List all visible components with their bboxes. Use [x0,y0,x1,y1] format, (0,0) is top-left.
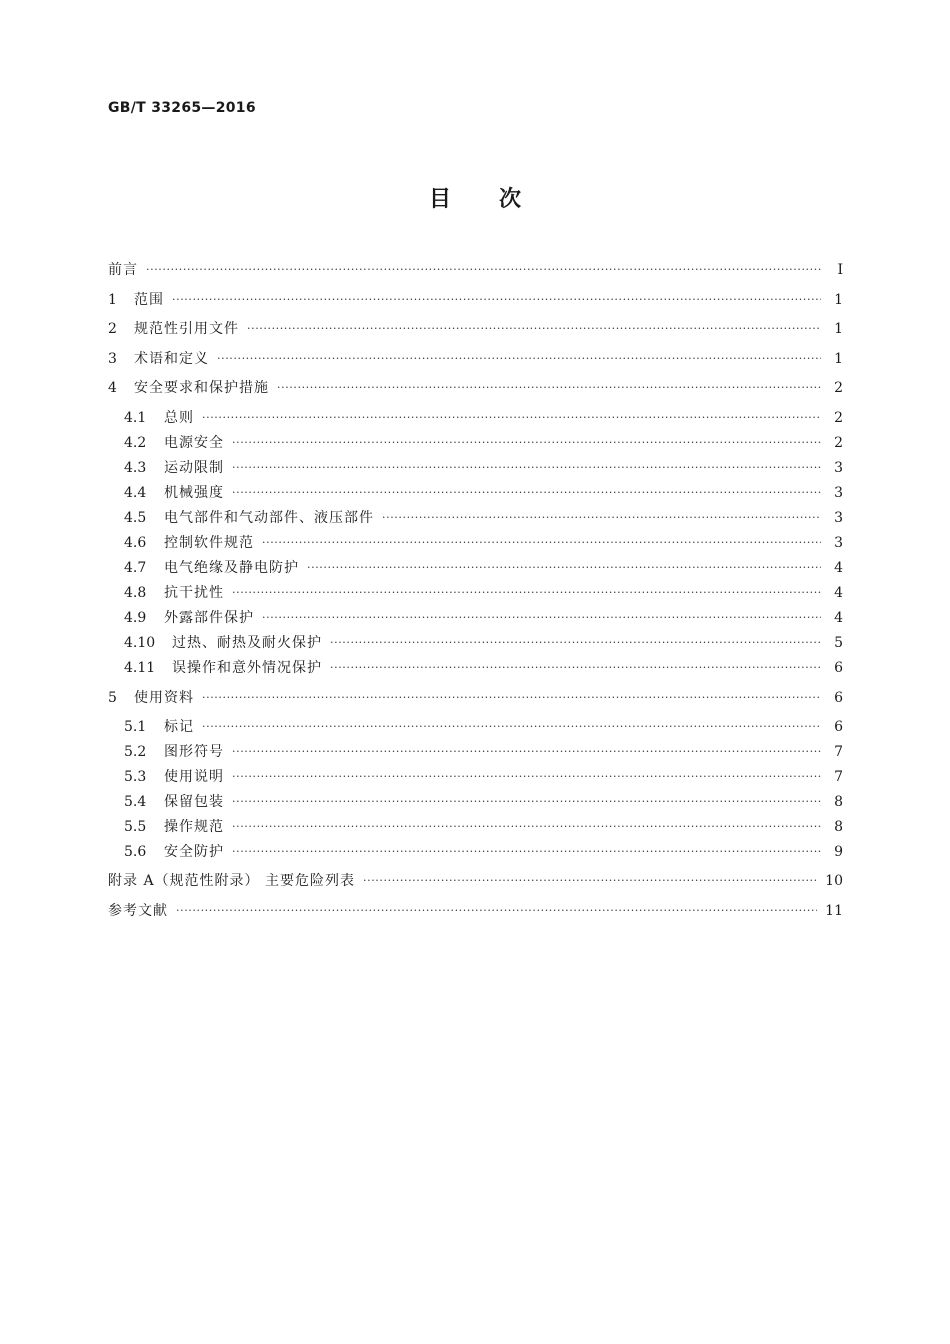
toc-entry-number: 5.2 [124,744,147,760]
toc-entry-5-3[interactable] [108,765,843,789]
toc-entry-page: 2 [834,435,843,451]
toc-entry-page: 3 [834,535,843,551]
toc-entry-page: 11 [825,903,843,919]
toc-entry-4-7[interactable] [108,556,843,580]
toc-leader-dots [330,656,821,680]
toc-entry-label: 图形符号 [164,744,224,760]
toc-entry-label: 机械强度 [164,485,224,501]
toc-entry-page: 1 [834,351,843,367]
toc-entry-page: 8 [834,819,843,835]
toc-entry-label: 电气绝缘及静电防护 [164,560,299,576]
toc-leader-dots [232,481,821,505]
toc-entry-page: 7 [834,769,843,785]
toc-entry-4-5[interactable] [108,506,843,530]
toc-leader-dots [232,431,821,455]
toc-entry-5-4[interactable] [108,790,843,814]
toc-entry-5-5[interactable] [108,815,843,839]
toc-entry-number: 4.1 [124,410,147,426]
toc-leader-dots [232,815,821,839]
toc-entry-page: 6 [834,719,843,735]
toc-entry-number: 5.3 [124,769,147,785]
toc-leader-dots [146,258,821,282]
toc-entry-references[interactable] [108,899,843,923]
toc-leader-dots [172,288,821,312]
toc-leader-dots [176,899,817,923]
toc-entry-number: 5 [108,690,117,706]
toc-entry-page: 5 [834,635,843,651]
toc-entry-page: 8 [834,794,843,810]
toc-leader-dots [307,556,821,580]
page-title-char-1: 目 [428,187,451,212]
toc-entry-number: 5.6 [124,844,147,860]
toc-entry-page: 4 [834,560,843,576]
toc-entry-page: 1 [834,321,843,337]
toc-entry-label: 规范性引用文件 [134,321,239,337]
toc-entry-number: 4.9 [124,610,147,626]
toc-entry-number: 4.4 [124,485,147,501]
toc-entry-appendix-a[interactable] [108,869,843,893]
toc-leader-dots [363,869,817,893]
toc-entry-page: 10 [825,873,843,889]
toc-entry-number: 4.3 [124,460,147,476]
toc-entry-page: 1 [834,292,843,308]
toc-leader-dots [232,581,821,605]
toc-entry-4-2[interactable] [108,431,843,455]
toc-entry-label: 使用说明 [164,769,224,785]
toc-entry-page: 2 [834,380,843,396]
page-title-char-2: 次 [499,187,522,212]
toc-entry-page: 2 [834,410,843,426]
toc-entry-number: 5.1 [124,719,147,735]
toc-entry-label: 外露部件保护 [164,610,254,626]
toc-entry-4[interactable] [108,376,843,400]
toc-entry-label: 运动限制 [164,460,224,476]
toc-leader-dots [232,456,821,480]
toc-entry-preface[interactable] [108,258,843,282]
toc-leader-dots [232,790,821,814]
toc-entry-number: 5.4 [124,794,147,810]
toc-entry-number: 4.8 [124,585,147,601]
toc-entry-label: 电气部件和气动部件、液压部件 [164,510,374,526]
toc-leader-dots [382,506,821,530]
toc-entry-number: 1 [108,292,117,308]
toc-entry-2[interactable] [108,317,843,341]
toc-entry-5[interactable] [108,686,843,710]
toc-entry-number: 4.6 [124,535,147,551]
toc-leader-dots [262,606,821,630]
toc-entry-page: 3 [834,460,843,476]
toc-entry-number: 2 [108,321,117,337]
standard-code: GB/T 33265—2016 [108,100,256,116]
toc-leader-dots [202,406,821,430]
toc-leader-dots [232,840,821,864]
toc-entry-label: 范围 [134,292,164,308]
toc-entry-5-2[interactable] [108,740,843,764]
toc-leader-dots [277,376,821,400]
toc-leader-dots [217,347,821,371]
toc-entry-label: 过热、耐热及耐火保护 [172,635,322,651]
toc-entry-label: 抗干扰性 [164,585,224,601]
toc-entry-number: 4 [108,380,117,396]
toc-entry-page: 7 [834,744,843,760]
toc-entry-label: 安全防护 [164,844,224,860]
toc-entry-4-11[interactable] [108,656,843,680]
toc-entry-number: 3 [108,351,117,367]
toc-entry-page: 4 [834,585,843,601]
toc-entry-page: 3 [834,485,843,501]
toc-entry-page: Ⅰ [837,262,843,278]
page-title [0,182,950,213]
toc-entry-5-6[interactable] [108,840,843,864]
toc-entry-label: 使用资料 [134,690,194,706]
toc-entry-page: 6 [834,690,843,706]
toc-leader-dots [330,631,821,655]
toc-entry-4-10[interactable] [108,631,843,655]
toc-leader-dots [202,686,821,710]
toc-entry-label: 控制软件规范 [164,535,254,551]
toc-entry-label: 操作规范 [164,819,224,835]
toc-leader-dots [202,715,821,739]
toc-entry-label: 电源安全 [164,435,224,451]
toc-entry-label: 前言 [108,262,138,278]
toc-entry-label: 总则 [164,410,194,426]
toc-entry-4-3[interactable] [108,456,843,480]
toc-leader-dots [262,531,821,555]
toc-entry-4-6[interactable] [108,531,843,555]
toc-entry-label: 标记 [164,719,194,735]
toc-entry-label: 附录 A（规范性附录） 主要危险列表 [108,873,356,889]
toc-entry-4-1[interactable] [108,406,843,430]
toc-entry-label: 参考文献 [108,903,168,919]
toc-entry-5-1[interactable] [108,715,843,739]
toc-entry-1[interactable] [108,288,843,312]
toc-entry-page: 6 [834,660,843,676]
toc-entry-4-4[interactable] [108,481,843,505]
toc-entry-4-9[interactable] [108,606,843,630]
toc-entry-number: 4.11 [124,660,156,676]
toc-entry-3[interactable] [108,347,843,371]
toc-leader-dots [232,765,821,789]
toc-entry-label: 术语和定义 [134,351,209,367]
toc-entry-page: 3 [834,510,843,526]
toc-entry-number: 4.2 [124,435,147,451]
toc-entry-number: 4.10 [124,635,156,651]
toc-entry-page: 9 [834,844,843,860]
toc-entry-number: 4.7 [124,560,147,576]
toc-entry-label: 误操作和意外情况保护 [172,660,322,676]
toc-entry-page: 4 [834,610,843,626]
toc-entry-number: 5.5 [124,819,147,835]
toc-entry-4-8[interactable] [108,581,843,605]
toc-leader-dots [247,317,821,341]
toc-entry-label: 安全要求和保护措施 [134,380,269,396]
toc-leader-dots [232,740,821,764]
toc-entry-label: 保留包装 [164,794,224,810]
toc-entry-number: 4.5 [124,510,147,526]
